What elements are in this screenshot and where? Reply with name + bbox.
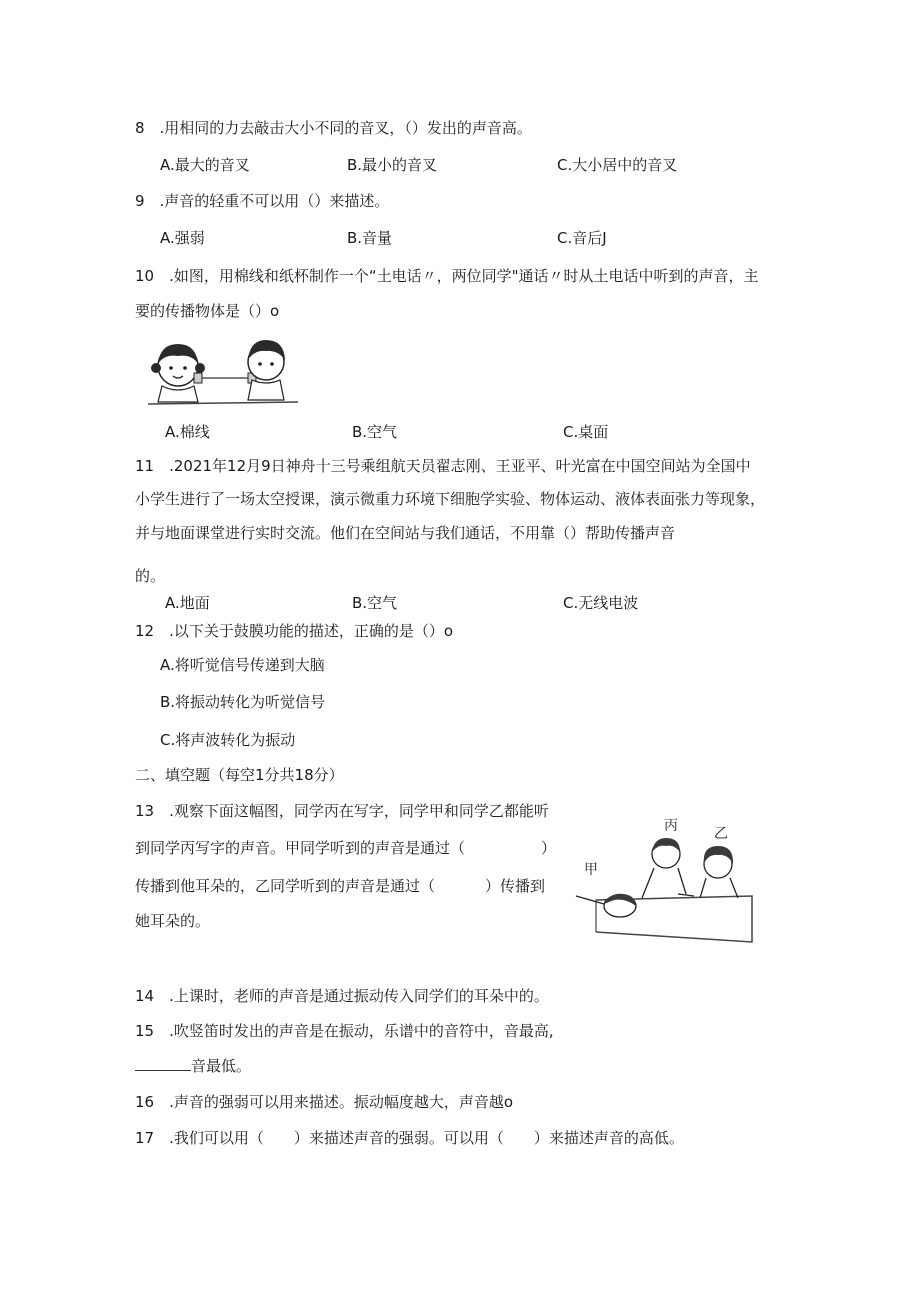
q10-option-c: C.桌面 <box>563 423 609 441</box>
question-15-line-2-text: 音最低。 <box>191 1057 252 1075</box>
label-bing: 丙 <box>664 818 678 834</box>
blank-line[interactable] <box>135 1056 191 1071</box>
question-10-line-2: 要的传播物体是（）o <box>135 302 280 320</box>
q12-option-b: B.将振动转化为听觉信号 <box>160 693 326 711</box>
question-11-line-3: 并与地面课堂进行实时交流。他们在空间站与我们通话，不用靠（）帮助传播声音 <box>135 524 676 542</box>
q12-option-c: C.将声波转化为振动 <box>160 731 296 749</box>
question-12: 12 .以下关于鼓膜功能的描述，正确的是（）o <box>135 622 454 640</box>
tin-can-phone-illustration <box>148 334 298 410</box>
q11-option-a: A.地面 <box>165 594 210 612</box>
question-11-line-2: 小学生进行了一场太空授课，演示微重力环境下细胞学实验、物体运动、液体表面张力等现象， <box>135 490 766 508</box>
q9-option-c: C.音后J <box>557 229 607 247</box>
q11-option-b: B.空气 <box>352 594 398 612</box>
q8-option-c: C.大小居中的音叉 <box>557 156 678 174</box>
question-14: 14 .上课时，老师的声音是通过振动传入同学们的耳朵中的。 <box>135 987 549 1005</box>
question-13-line-3a: 传播到他耳朵的，乙同学听到的声音是通过（ <box>135 877 436 895</box>
question-15-line-2 <box>135 1056 251 1076</box>
q11-option-c: C.无线电波 <box>563 594 639 612</box>
q8-option-b: B.最小的音叉 <box>347 156 438 174</box>
label-jia: 甲 <box>584 862 598 878</box>
q8-option-a: A.最大的音叉 <box>160 156 250 174</box>
q9-option-b: B.音量 <box>347 229 393 247</box>
question-8: 8 .用相同的力去敲击大小不同的音叉，（）发出的声音高。 <box>135 119 532 137</box>
question-13-line-2a: 到同学丙写字的声音。甲同学听到的声音是通过（ <box>135 839 466 857</box>
question-15-line-1: 15 .吹竖笛时发出的声音是在振动，乐谱中的音符中，音最高, <box>135 1022 554 1040</box>
question-13-line-1: 13 .观察下面这幅图，同学丙在写字，同学甲和同学乙都能听 <box>135 802 549 820</box>
question-9: 9 .声音的轻重不可以用（）来描述。 <box>135 192 390 210</box>
label-yi: 乙 <box>714 826 728 842</box>
question-13-line-3b: ）传播到 <box>485 877 546 895</box>
question-17: 17 .我们可以用（ ）来描述声音的强弱。可以用（ ）来描述声音的高低。 <box>135 1129 684 1147</box>
question-10-line-1: 10 .如图，用棉线和纸杯制作一个“土电话〃，两位同学"通话〃时从土电话中听到的声音，主 <box>135 267 759 285</box>
classroom-writing-illustration <box>566 808 756 948</box>
q10-option-a: A.棉线 <box>165 423 210 441</box>
q12-option-a: A.将听觉信号传递到大脑 <box>160 656 325 674</box>
section-title-fill-in: 二、填空题（每空1分共18分） <box>135 766 344 784</box>
q9-option-a: A.强弱 <box>160 229 205 247</box>
question-13-line-2b: ） <box>541 839 557 857</box>
question-13-line-4: 她耳朵的。 <box>135 912 211 930</box>
question-11-line-1: 11 .2021年12月9日神舟十三号乘组航天员翟志刚、王亚平、叶光富在中国空间站为全国中 <box>135 457 751 475</box>
question-16: 16 .声音的强弱可以用来描述。振动幅度越大，声音越o <box>135 1093 514 1111</box>
q10-option-b: B.空气 <box>352 423 398 441</box>
question-11-line-4: 的。 <box>135 567 166 585</box>
